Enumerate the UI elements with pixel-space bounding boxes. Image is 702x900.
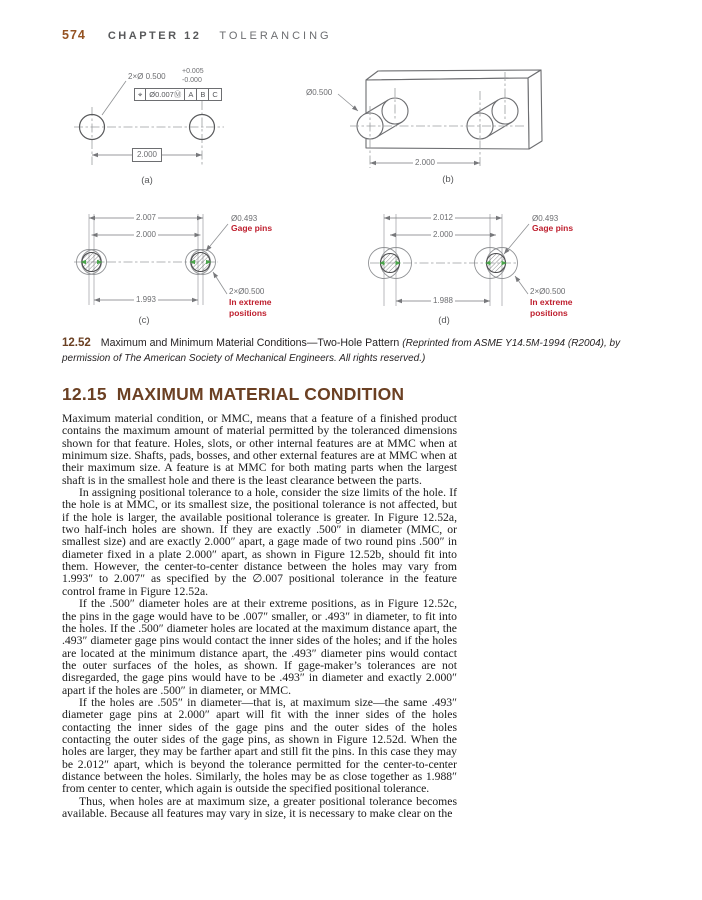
leader-line — [338, 94, 358, 111]
hole-note-line2: positions — [530, 308, 568, 318]
paragraph: If the .500″ diameter holes are at their extreme positions, as in Figure 12.52c, the pins in the gage would have to be .007″ smaller, or .493″ in diameter, to fit into the holes. If the .500″ diameter holes are located at the maximum distance apart, the .493″ diameter gage pins would contact the inner sides of the holes; and if the holes are located at the minimum distance apart, the .493″ diameter pins would contact the outer surfaces of the holes, as shown. If gage-maker’s tolerances are not disregarded, the gage pins would have to be .493″ in diameter and exactly 2.000″ apart if the holes are .500″ in diameter, or MMC. — [62, 597, 457, 697]
dimension-max: 2.007 — [135, 213, 157, 222]
body-text — [62, 413, 457, 820]
chapter-title: TOLERANCING — [219, 30, 332, 42]
fcf-datum-b: B — [196, 88, 209, 101]
section-heading — [62, 384, 404, 405]
paragraph: If the holes are .505″ in diameter—that is, at maximum size—the same .493″ diameter gage pins at 2.000″ apart will fit with the inner sides of the holes contacting the inner sides of the gage pins and the outer sides of the holes contacting the outer sides of the gage pins, as shown in Figure 12.52d. When the holes are larger, they may be farther apart and still fit the pins. In this case they may be 2.012″ apart, which is beyond the tolerance permitted for the center-to-center distance between the holes. Similarly, the holes may be as close together as 1.988″ from center to center, which again is outside the specified positional tolerance. — [62, 695, 457, 796]
figure-a-drawing — [60, 65, 300, 195]
tolerance-plus: +0.005 — [182, 68, 204, 75]
figure-letter-b: (b) — [442, 174, 454, 185]
gage-pin-note: Gage pins — [532, 223, 574, 233]
dimension-basic: 2.000 — [432, 230, 454, 239]
gage-plate — [366, 70, 542, 149]
fcf-datum-a: A — [184, 88, 197, 101]
fcf-tolerance: Ø0.007Ⓜ — [145, 88, 185, 101]
figure-caption — [62, 336, 654, 366]
dimension-text: 2.000 — [414, 158, 436, 167]
figure-d-drawing — [358, 205, 622, 333]
hole-callout: 2×Ø0.500 — [530, 287, 566, 296]
gage-pin-note: Gage pins — [231, 223, 273, 233]
figure-panel-b — [298, 58, 590, 200]
hole-callout: 2×Ø0.500 — [229, 287, 265, 296]
leader-line — [102, 81, 126, 115]
figure-panel-d — [358, 205, 622, 333]
dimension-min: 1.993 — [135, 295, 157, 304]
figure-panel-a — [60, 65, 300, 195]
hole-note-line2: positions — [229, 308, 267, 318]
figure-number: 12.52 — [62, 337, 91, 349]
hole-note-line1: In extreme — [229, 297, 272, 307]
gage-pin-callout: Ø0.493 — [231, 214, 258, 223]
paragraph: Thus, when holes are at maximum size, a greater positional tolerance becomes available. Because all features may vary in size, it is necessary to make clear on the — [62, 794, 457, 820]
page-number: 574 — [62, 28, 86, 42]
fcf-datum-c: C — [208, 88, 221, 101]
pin-callout: Ø0.500 — [306, 88, 333, 97]
figure-credit: (Reprinted from ASME Y14.5M-1994 (R2004), by permission of The American Society of Mechanical Engineers. All rights reserved.) — [62, 338, 621, 364]
gage-pin-callout: Ø0.493 — [532, 214, 559, 223]
position-symbol-icon: ⌖ — [134, 88, 146, 101]
chapter-label: CHAPTER 12 — [107, 30, 202, 42]
leader-lines — [504, 224, 529, 294]
running-head — [62, 28, 332, 42]
paragraph: In assigning positional tolerance to a hole, consider the size limits of the hole. If the hole is at MMC, or its smallest size, the positional tolerance is not affected, but if the hole is larger, the available positional tolerance is greater. In Figure 12.52a, two half-inch holes are shown. If they are exactly .500″ in diameter (MMC, or smallest size) and are exactly 2.000″ apart, a gage made of two round pins .500″ in diameter fixed in a plate 2.000″ apart, as shown in Figure 12.52b, should fit into them. However, the center-to-center distance between the holes may vary from 1.993″ to 2.007″ as specified by the ∅.007 positional tolerance in the feature control frame in Figure 12.52a. — [62, 486, 457, 598]
dimension-min: 1.988 — [432, 296, 454, 305]
figure-title: Maximum and Minimum Material Conditions—Two-Hole Pattern — [100, 337, 400, 349]
tolerance-minus: -0.000 — [182, 77, 202, 84]
dimension-max: 2.012 — [432, 213, 454, 222]
figure-letter-c: (c) — [138, 315, 150, 326]
figure-panel-c — [60, 205, 322, 333]
extension-lines — [384, 214, 502, 306]
section-number: 12.15 — [62, 384, 107, 404]
dimension-text: 2.000 — [132, 148, 162, 162]
hole-callout: 2×Ø 0.500 — [128, 72, 166, 81]
figure-letter-d: (d) — [438, 315, 450, 326]
paragraph: Maximum material condition, or MMC, means that a feature of a finished product contains the maximum amount of material permitted by the toleranced dimensions shown for that feature. Holes, slots, or other internal features are at MMC when at minimum size. Shafts, pads, bosses, and other external features are at MMC when at their maximum size. A feature is at MMC for both mating parts when the largest shaft is in the smallest hole and there is the least clearance between the parts. — [62, 412, 458, 487]
figure-c-drawing — [60, 205, 322, 333]
dimension-basic: 2.000 — [135, 230, 157, 239]
feature-control-frame — [134, 88, 222, 101]
hole-note-line1: In extreme — [530, 297, 573, 307]
figure-letter-a: (a) — [141, 175, 153, 186]
section-title: MAXIMUM MATERIAL CONDITION — [116, 384, 405, 404]
